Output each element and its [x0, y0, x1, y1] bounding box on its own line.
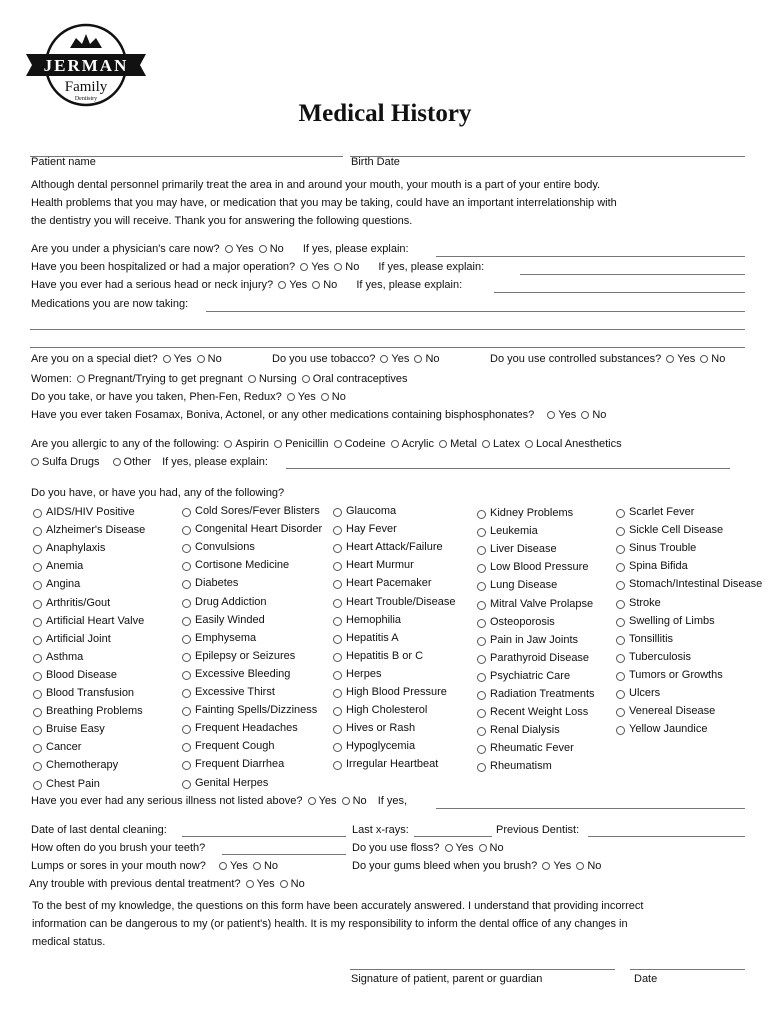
- condition-checkbox[interactable]: [333, 671, 342, 680]
- condition-checkbox[interactable]: [333, 689, 342, 698]
- last-cleaning-label: Date of last dental cleaning:: [31, 824, 167, 836]
- hospitalized-yes-radio[interactable]: [300, 263, 308, 271]
- condition-label: Congenital Heart Disorder: [195, 523, 323, 536]
- condition-checkbox[interactable]: [182, 725, 191, 734]
- condition-label: Convulsions: [195, 541, 255, 554]
- medications-field-2[interactable]: [30, 329, 745, 330]
- floss-yes-radio[interactable]: [445, 844, 453, 852]
- logo-tagline: Dentistry: [74, 96, 98, 102]
- condition-label: Sickle Cell Disease: [629, 524, 724, 537]
- condition-label: Anemia: [46, 560, 84, 573]
- condition-label: Epilepsy or Seizures: [195, 649, 296, 662]
- condition-label: High Blood Pressure: [346, 686, 447, 698]
- condition-label: Bruise Easy: [46, 723, 105, 736]
- condition-checkbox[interactable]: [477, 564, 486, 573]
- condition-checkbox[interactable]: [616, 618, 625, 627]
- condition-checkbox[interactable]: [33, 654, 42, 663]
- condition-label: Cold Sores/Fever Blisters: [195, 505, 320, 517]
- condition-checkbox[interactable]: [33, 781, 42, 790]
- condition-label: Easily Winded: [195, 613, 265, 626]
- condition-checkbox[interactable]: [182, 526, 191, 535]
- condition-checkbox[interactable]: [182, 743, 191, 752]
- controlled-no-radio[interactable]: [700, 355, 708, 363]
- condition-checkbox[interactable]: [333, 707, 342, 716]
- gums-no-radio[interactable]: [576, 862, 584, 870]
- physician-question: Are you under a physician's care now? Yes No If yes, please explain:: [31, 243, 409, 255]
- diet-question: Are you on a special diet? Yes No: [31, 353, 222, 365]
- sulfa-radio[interactable]: [31, 458, 39, 466]
- condition-label: Swelling of Limbs: [629, 614, 715, 627]
- metal-radio[interactable]: [439, 440, 447, 448]
- logo-family: Family: [64, 79, 108, 95]
- condition-checkbox[interactable]: [616, 600, 625, 609]
- condition-label: Renal Dialysis: [490, 724, 560, 737]
- condition-checkbox[interactable]: [333, 544, 342, 553]
- condition-checkbox[interactable]: [182, 761, 191, 770]
- tobacco-question: Do you use tobacco? Yes No: [272, 353, 440, 365]
- condition-label: Genital Herpes: [195, 776, 269, 789]
- condition-checkbox[interactable]: [333, 725, 342, 734]
- conditions-intro: Do you have, or have you had, any of the following?: [31, 487, 285, 499]
- birth-date-field[interactable]: [350, 156, 745, 157]
- condition-checkbox[interactable]: [477, 763, 486, 772]
- women-question: Women: Pregnant/Trying to get pregnant Nursing Oral contraceptives: [31, 373, 408, 385]
- nursing-radio[interactable]: [248, 375, 256, 383]
- condition-label: Hives or Rash: [346, 722, 416, 735]
- condition-checkbox[interactable]: [616, 654, 625, 663]
- condition-checkbox[interactable]: [477, 546, 486, 555]
- condition-checkbox[interactable]: [477, 510, 486, 519]
- penicillin-radio[interactable]: [274, 440, 282, 448]
- condition-label: High Cholesterol: [346, 704, 428, 717]
- fosamax-question: Have you ever taken Fosamax, Boniva, Actonel, or any other medications containing bisphosphonates? Yes No: [31, 409, 607, 421]
- condition-checkbox[interactable]: [333, 580, 342, 589]
- last-cleaning-field[interactable]: [182, 836, 346, 837]
- aspirin-radio[interactable]: [224, 440, 232, 448]
- condition-label: Stroke: [629, 596, 661, 609]
- serious-illness-yes-radio[interactable]: [308, 797, 316, 805]
- condition-checkbox[interactable]: [182, 635, 191, 644]
- phenfen-no-radio[interactable]: [321, 393, 329, 401]
- trouble-no-radio[interactable]: [280, 880, 288, 888]
- diet-yes-radio[interactable]: [163, 355, 171, 363]
- condition-checkbox[interactable]: [33, 600, 42, 609]
- condition-label: Cortisone Medicine: [195, 559, 290, 572]
- local-anesthetics-radio[interactable]: [525, 440, 533, 448]
- condition-label: Asthma: [46, 650, 84, 663]
- condition-checkbox[interactable]: [333, 635, 342, 644]
- condition-label: Tonsillitis: [629, 632, 674, 645]
- serious-illness-question: Have you ever had any serious illness not listed above? Yes No If yes,: [31, 795, 408, 807]
- condition-checkbox[interactable]: [182, 780, 191, 789]
- condition-checkbox[interactable]: [333, 653, 342, 662]
- signature-date-label: Date: [634, 973, 658, 985]
- condition-label: Mitral Valve Prolapse: [490, 597, 594, 610]
- tobacco-no-radio[interactable]: [414, 355, 422, 363]
- condition-label: Excessive Thirst: [195, 686, 275, 698]
- condition-checkbox[interactable]: [33, 545, 42, 554]
- physician-yes-radio[interactable]: [225, 245, 233, 253]
- acrylic-radio[interactable]: [391, 440, 399, 448]
- physician-explain-field[interactable]: [436, 256, 745, 257]
- condition-label: Scarlet Fever: [629, 506, 695, 518]
- phenfen-yes-radio[interactable]: [287, 393, 295, 401]
- condition-label: Heart Murmur: [346, 559, 414, 572]
- fosamax-no-radio[interactable]: [581, 411, 589, 419]
- condition-label: Sinus Trouble: [629, 542, 697, 555]
- condition-label: Diabetes: [195, 577, 239, 590]
- condition-label: AIDS/HIV Positive: [46, 506, 135, 518]
- condition-label: Osteoporosis: [490, 615, 555, 628]
- condition-label: Hemophilia: [346, 613, 402, 626]
- brush-field[interactable]: [222, 854, 346, 855]
- injury-question: Have you ever had a serious head or neck injury? Yes No If yes, please explain:: [31, 279, 463, 291]
- intro-line-1: Although dental personnel primarily treat the area in and around your mouth, your mouth is a part of your entire body.: [31, 179, 601, 191]
- condition-label: Frequent Cough: [195, 740, 275, 753]
- condition-checkbox[interactable]: [616, 563, 625, 572]
- condition-label: Liver Disease: [490, 543, 557, 556]
- condition-label: Blood Disease: [46, 668, 117, 681]
- allergy-question-2: Sulfa Drugs Other If yes, please explain:: [29, 456, 268, 468]
- signature-label: Signature of patient, parent or guardian: [351, 973, 543, 985]
- controlled-question: Do you use controlled substances? Yes No: [490, 353, 726, 365]
- condition-label: Arthritis/Gout: [46, 596, 111, 609]
- condition-checkbox[interactable]: [616, 708, 625, 717]
- previous-dentist-field[interactable]: [588, 836, 745, 837]
- condition-label: Hypoglycemia: [346, 740, 416, 753]
- injury-explain-field[interactable]: [494, 292, 745, 293]
- condition-checkbox[interactable]: [182, 562, 191, 571]
- other-allergy-radio[interactable]: [113, 458, 121, 466]
- last-xrays-field[interactable]: [414, 836, 492, 837]
- condition-label: Chest Pain: [46, 777, 100, 790]
- condition-checkbox[interactable]: [333, 526, 342, 535]
- allergy-explain-field[interactable]: [286, 468, 730, 469]
- condition-checkbox[interactable]: [616, 690, 625, 699]
- codeine-radio[interactable]: [334, 440, 342, 448]
- medications-field-3[interactable]: [30, 347, 745, 348]
- condition-label: Venereal Disease: [629, 705, 716, 718]
- date-field[interactable]: [630, 969, 745, 970]
- serious-illness-field[interactable]: [436, 808, 745, 809]
- condition-checkbox[interactable]: [616, 672, 625, 681]
- statement-line-1: To the best of my knowledge, the questions on this form have been accurately answered. I understand that providing incorrect: [32, 900, 644, 912]
- condition-label: Kidney Problems: [490, 507, 574, 519]
- pregnant-radio[interactable]: [77, 375, 85, 383]
- condition-label: Yellow Jaundice: [629, 723, 708, 736]
- condition-label: Angina: [46, 578, 81, 591]
- condition-checkbox[interactable]: [182, 689, 191, 698]
- physician-no-radio[interactable]: [259, 245, 267, 253]
- condition-checkbox[interactable]: [33, 708, 42, 717]
- intro-line-3: the dentistry you will receive. Thank you for answering the following questions.: [31, 215, 413, 227]
- condition-label: Pain in Jaw Joints: [490, 633, 579, 646]
- condition-checkbox[interactable]: [616, 581, 625, 590]
- condition-label: Tumors or Growths: [629, 668, 723, 681]
- intro-line-2: Health problems that you may have, or medication that you may be taking, could have an important interrelationship with: [31, 197, 617, 209]
- condition-label: Lung Disease: [490, 579, 558, 592]
- condition-checkbox[interactable]: [477, 745, 486, 754]
- condition-checkbox[interactable]: [477, 673, 486, 682]
- condition-label: Hepatitis A: [346, 631, 399, 644]
- condition-checkbox[interactable]: [33, 563, 42, 572]
- trouble-yes-radio[interactable]: [246, 880, 254, 888]
- allergy-question: Are you allergic to any of the following: Aspirin Penicillin Codeine Acrylic Metal Latex Local Anesthetics: [31, 438, 622, 450]
- condition-checkbox[interactable]: [182, 671, 191, 680]
- statement-line-2: information can be dangerous to my (or patient's) health. It is my responsibility to inform the dental office of any changes in: [32, 918, 628, 930]
- condition-checkbox[interactable]: [616, 545, 625, 554]
- condition-checkbox[interactable]: [182, 508, 191, 517]
- gums-question: Do your gums bleed when you brush? Yes No: [352, 860, 602, 872]
- condition-label: Parathyroid Disease: [490, 651, 590, 664]
- condition-label: Rheumatism: [490, 760, 552, 773]
- condition-label: Tuberculosis: [629, 650, 691, 663]
- patient-name-label: Patient name: [31, 156, 96, 168]
- condition-checkbox[interactable]: [333, 562, 342, 571]
- condition-checkbox[interactable]: [616, 527, 625, 536]
- condition-checkbox[interactable]: [182, 580, 191, 589]
- condition-label: Irregular Heartbeat: [346, 758, 439, 771]
- condition-checkbox[interactable]: [33, 527, 42, 536]
- previous-dentist-label: Previous Dentist:: [496, 824, 580, 836]
- condition-label: Blood Transfusion: [46, 687, 135, 699]
- condition-label: Artificial Joint: [46, 632, 111, 645]
- condition-checkbox[interactable]: [477, 709, 486, 718]
- condition-checkbox[interactable]: [33, 744, 42, 753]
- condition-checkbox[interactable]: [616, 636, 625, 645]
- gums-yes-radio[interactable]: [542, 862, 550, 870]
- condition-label: Heart Pacemaker: [346, 577, 432, 590]
- condition-label: Radiation Treatments: [490, 688, 595, 700]
- diet-no-radio[interactable]: [197, 355, 205, 363]
- injury-no-radio[interactable]: [312, 281, 320, 289]
- condition-checkbox[interactable]: [477, 601, 486, 610]
- logo: [24, 20, 148, 112]
- condition-checkbox[interactable]: [477, 655, 486, 664]
- condition-label: Recent Weight Loss: [490, 706, 589, 719]
- tobacco-yes-radio[interactable]: [380, 355, 388, 363]
- condition-label: Fainting Spells/Dizziness: [195, 704, 318, 717]
- condition-label: Cancer: [46, 741, 82, 754]
- condition-label: Chemotherapy: [46, 759, 119, 772]
- condition-checkbox[interactable]: [33, 690, 42, 699]
- condition-label: Artificial Heart Valve: [46, 614, 145, 627]
- condition-label: Low Blood Pressure: [490, 561, 589, 574]
- condition-label: Frequent Diarrhea: [195, 758, 285, 771]
- condition-checkbox[interactable]: [477, 691, 486, 700]
- injury-yes-radio[interactable]: [278, 281, 286, 289]
- condition-label: Drug Addiction: [195, 595, 267, 608]
- condition-checkbox[interactable]: [33, 509, 42, 518]
- condition-checkbox[interactable]: [477, 582, 486, 591]
- lumps-no-radio[interactable]: [253, 862, 261, 870]
- condition-label: Breathing Problems: [46, 705, 143, 718]
- condition-label: Glaucoma: [346, 505, 397, 517]
- condition-label: Psychiatric Care: [490, 669, 571, 682]
- contraceptives-radio[interactable]: [302, 375, 310, 383]
- page-title: Medical History: [298, 100, 472, 127]
- trouble-question: Any trouble with previous dental treatment? Yes No: [29, 878, 305, 890]
- condition-checkbox[interactable]: [33, 618, 42, 627]
- condition-label: Hepatitis B or C: [346, 649, 424, 662]
- lumps-question: Lumps or sores in your mouth now? Yes No: [31, 860, 279, 872]
- condition-checkbox[interactable]: [33, 636, 42, 645]
- condition-checkbox[interactable]: [616, 726, 625, 735]
- condition-checkbox[interactable]: [33, 726, 42, 735]
- condition-checkbox[interactable]: [477, 619, 486, 628]
- condition-label: Herpes: [346, 667, 382, 680]
- brush-label: How often do you brush your teeth?: [31, 842, 206, 854]
- condition-label: Hay Fever: [346, 523, 397, 536]
- logo-name: JERMAN: [43, 56, 129, 75]
- lumps-yes-radio[interactable]: [219, 862, 227, 870]
- hospitalized-no-radio[interactable]: [334, 263, 342, 271]
- condition-checkbox[interactable]: [182, 599, 191, 608]
- condition-label: Leukemia: [490, 525, 538, 538]
- controlled-yes-radio[interactable]: [666, 355, 674, 363]
- condition-checkbox[interactable]: [616, 509, 625, 518]
- floss-question: Do you use floss? Yes No: [352, 842, 504, 854]
- fosamax-yes-radio[interactable]: [547, 411, 555, 419]
- condition-checkbox[interactable]: [333, 508, 342, 517]
- last-xrays-label: Last x-rays:: [352, 824, 409, 836]
- condition-checkbox[interactable]: [182, 653, 191, 662]
- medications-field-1[interactable]: [206, 311, 745, 312]
- condition-label: Rheumatic Fever: [490, 742, 574, 755]
- condition-label: Spina Bifida: [629, 560, 688, 573]
- condition-checkbox[interactable]: [477, 528, 486, 537]
- condition-label: Heart Trouble/Disease: [346, 595, 456, 608]
- condition-checkbox[interactable]: [333, 617, 342, 626]
- condition-checkbox[interactable]: [182, 617, 191, 626]
- latex-radio[interactable]: [482, 440, 490, 448]
- phenfen-question: Do you take, or have you taken, Phen-Fen, Redux? Yes No: [31, 391, 346, 403]
- condition-checkbox[interactable]: [33, 672, 42, 681]
- condition-label: Frequent Headaches: [195, 722, 298, 735]
- condition-checkbox[interactable]: [333, 599, 342, 608]
- hospitalized-question: Have you been hospitalized or had a major operation? Yes No If yes, please explain:: [31, 261, 485, 273]
- condition-checkbox[interactable]: [477, 637, 486, 646]
- serious-illness-no-radio[interactable]: [342, 797, 350, 805]
- hospitalized-explain-field[interactable]: [520, 274, 745, 275]
- condition-checkbox[interactable]: [477, 727, 486, 736]
- condition-checkbox[interactable]: [33, 762, 42, 771]
- condition-checkbox[interactable]: [333, 743, 342, 752]
- condition-checkbox[interactable]: [333, 761, 342, 770]
- condition-label: Heart Attack/Failure: [346, 541, 443, 554]
- condition-label: Ulcers: [629, 687, 661, 699]
- condition-label: Emphysema: [195, 631, 257, 644]
- floss-no-radio[interactable]: [479, 844, 487, 852]
- statement-line-3: medical status.: [32, 936, 106, 948]
- birth-date-label: Birth Date: [351, 156, 400, 168]
- signature-field[interactable]: [350, 969, 615, 970]
- condition-checkbox[interactable]: [33, 581, 42, 590]
- condition-checkbox[interactable]: [182, 707, 191, 716]
- condition-label: Anaphylaxis: [46, 542, 106, 555]
- condition-label: Stomach/Intestinal Disease: [629, 578, 763, 591]
- condition-label: Alzheimer's Disease: [46, 524, 146, 537]
- medications-label: Medications you are now taking:: [31, 298, 189, 310]
- condition-checkbox[interactable]: [182, 544, 191, 553]
- condition-label: Excessive Bleeding: [195, 667, 291, 680]
